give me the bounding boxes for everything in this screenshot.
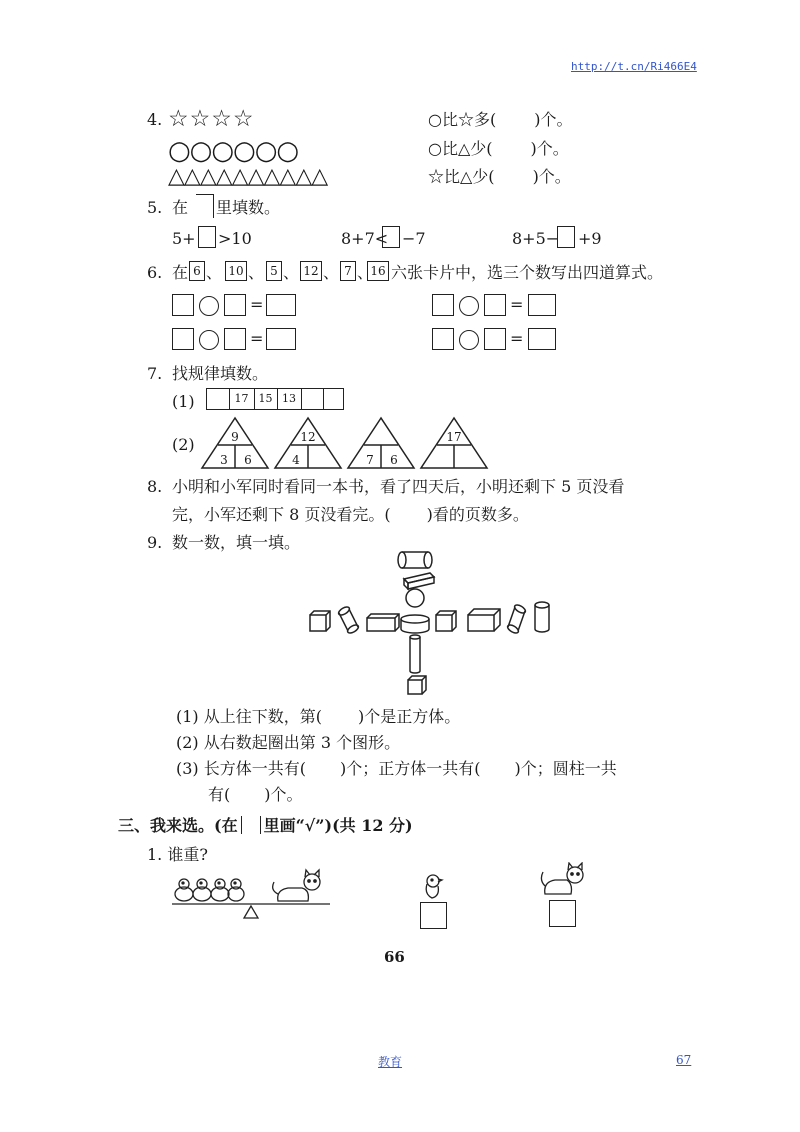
q9-sub-3-c: )个；圆柱一共 bbox=[514, 759, 617, 778]
solid-cylinder-center bbox=[401, 615, 429, 633]
solid-cube-bottom bbox=[408, 676, 426, 694]
chick-icon bbox=[418, 872, 452, 902]
q4-circles-row: ○○○○○○ bbox=[168, 136, 299, 166]
solid-cylinder-lying-top bbox=[398, 552, 432, 568]
solid-sphere bbox=[406, 589, 424, 607]
q4-statement-1 bbox=[428, 110, 572, 130]
balance-fulcrum bbox=[244, 906, 258, 918]
q9-sub-3-b: )个；正方体一共有( bbox=[340, 759, 481, 778]
q6-number: 6. bbox=[147, 263, 163, 282]
q9-sub-2: (2) 从右数起圈出第 3 个图形。 bbox=[176, 733, 401, 752]
q5-number: 5. bbox=[147, 198, 163, 217]
solid-cylinder-tilted-right bbox=[506, 603, 526, 634]
q7-seq-cell-3: 15 bbox=[254, 389, 278, 409]
tri1-top: 9 bbox=[231, 430, 239, 444]
q6-eq1-box-a[interactable] bbox=[172, 294, 194, 316]
q6-eq3-box-b[interactable] bbox=[484, 294, 506, 316]
cat-icon bbox=[273, 870, 320, 901]
q6-eq4-equals: = bbox=[510, 329, 524, 348]
q4-s2-text: ○比△少( bbox=[428, 139, 493, 158]
q6-sep-1: 、 bbox=[206, 263, 223, 282]
q6-sep-3: 、 bbox=[283, 263, 300, 282]
solid-cylinder-tall-bottom bbox=[410, 635, 420, 673]
q6-eq3-operator-circle[interactable] bbox=[459, 296, 479, 316]
q4-stars-row: ☆☆☆☆ bbox=[168, 106, 255, 132]
section-3-title-b: 里画“√”)(共 12 分) bbox=[263, 816, 413, 835]
q7-part1-label: (1) bbox=[172, 392, 195, 411]
q5-expr-3-b: +9 bbox=[578, 229, 602, 248]
q9-solids-figure bbox=[300, 545, 560, 700]
q6-eq2-box-a[interactable] bbox=[172, 328, 194, 350]
q7-seq-cell-6[interactable] bbox=[323, 389, 342, 409]
q7-number: 7. bbox=[147, 364, 163, 383]
q5-expr-2-b: −7 bbox=[402, 229, 426, 248]
q4-statement-2 bbox=[428, 139, 569, 159]
q6-eq1-equals: = bbox=[250, 295, 264, 314]
q6-eq4-box-a[interactable] bbox=[432, 328, 454, 350]
q6-eq2-operator-circle[interactable] bbox=[199, 330, 219, 350]
section-3-q1: 1. 谁重? bbox=[147, 845, 208, 864]
q4-triangles-row: △△△△△△△△△△ bbox=[168, 164, 328, 189]
q5-expr-2-box[interactable] bbox=[382, 226, 400, 248]
solid-cube-left bbox=[310, 611, 330, 631]
q6-prompt-a: 在 bbox=[172, 263, 189, 282]
tri1-left: 3 bbox=[220, 453, 228, 467]
q6-eq1-box-result[interactable] bbox=[266, 294, 296, 316]
solid-cuboid-flat bbox=[404, 573, 434, 589]
q6-eq3-box-result[interactable] bbox=[528, 294, 556, 316]
q6-card-5: 7 bbox=[340, 261, 356, 281]
q6-card-6: 16 bbox=[367, 261, 389, 281]
q9-number: 9. bbox=[147, 533, 163, 552]
chick-choice-box[interactable] bbox=[420, 902, 447, 929]
q5-expr-1-b: >10 bbox=[218, 229, 252, 248]
q6-eq4-box-result[interactable] bbox=[528, 328, 556, 350]
solid-cylinder-tilted-left bbox=[337, 605, 359, 634]
footer-page-number[interactable]: 67 bbox=[676, 1053, 692, 1067]
q4-s2-end: )个。 bbox=[530, 139, 569, 158]
q9-prompt: 数一数，填一填。 bbox=[172, 533, 301, 552]
q8-line-2-a: 完，小军还剩下 8 页没看完。( bbox=[172, 505, 391, 524]
q7-sequence-strip bbox=[206, 388, 344, 410]
q7-seq-cell-5[interactable] bbox=[301, 389, 324, 409]
q5-expr-1-box[interactable] bbox=[198, 226, 216, 248]
q7-seq-cell-2: 17 bbox=[229, 389, 255, 409]
q9-sub-1 bbox=[176, 707, 460, 727]
q6-eq1-box-b[interactable] bbox=[224, 294, 246, 316]
tri3-left: 7 bbox=[366, 453, 374, 467]
q6-card-4: 12 bbox=[300, 261, 322, 281]
q7-triangles-figure bbox=[200, 416, 490, 472]
q8-number: 8. bbox=[147, 477, 163, 496]
cat-choice-icon bbox=[539, 862, 587, 900]
solid-cylinder-standing-right bbox=[535, 602, 549, 632]
q9-sub-3-cont bbox=[208, 785, 303, 805]
footer-link-left[interactable]: 教育 bbox=[378, 1055, 403, 1069]
page-number: 66 bbox=[384, 948, 405, 966]
q6-eq1-operator-circle[interactable] bbox=[199, 296, 219, 316]
q5-prompt-b: 里填数。 bbox=[216, 198, 281, 217]
q8-line-2 bbox=[172, 505, 529, 525]
tri2-top: 12 bbox=[300, 430, 316, 444]
solid-cuboid-left bbox=[367, 614, 399, 631]
q7-prompt: 找规律填数。 bbox=[172, 364, 269, 383]
triangle-3 bbox=[348, 418, 414, 468]
q4-statement-3 bbox=[428, 167, 571, 187]
solid-cuboid-right bbox=[468, 609, 500, 631]
header-url[interactable]: http://t.cn/Ri466E4 bbox=[571, 60, 697, 73]
q5-expr-1-a: 5+ bbox=[172, 229, 196, 248]
section-3-title-a: 三、我来选。(在 bbox=[118, 816, 238, 835]
q6-eq2-box-b[interactable] bbox=[224, 328, 246, 350]
q5-expr-3-a: 8+5− bbox=[512, 229, 560, 248]
q9-sub-3-e: )个。 bbox=[264, 785, 303, 804]
q7-part2-label: (2) bbox=[172, 435, 195, 454]
q8-line-1: 小明和小军同时看同一本书，看了四天后，小明还剩下 5 页没看 bbox=[172, 477, 625, 496]
q6-eq2-equals: = bbox=[250, 329, 264, 348]
q5-expr-2-a: 8+7< bbox=[341, 229, 389, 248]
chick-icon-group bbox=[175, 879, 244, 901]
q6-card-1: 6 bbox=[189, 261, 205, 281]
q9-sub-3-a: (3) 长方体一共有( bbox=[176, 759, 306, 778]
q9-sub-3 bbox=[176, 759, 617, 779]
tri4-top: 17 bbox=[446, 430, 462, 444]
cat-choice-box[interactable] bbox=[549, 900, 576, 927]
section-3-title-box bbox=[241, 816, 261, 834]
q6-eq3-box-a[interactable] bbox=[432, 294, 454, 316]
tri3-right: 6 bbox=[390, 453, 398, 467]
q6-sep-2: 、 bbox=[248, 263, 265, 282]
q4-number: 4. bbox=[147, 110, 163, 129]
q6-card-2: 10 bbox=[225, 261, 247, 281]
solid-cube-center-right bbox=[436, 611, 456, 631]
q4-s1-text: ○比☆多( bbox=[428, 110, 497, 129]
q7-seq-cell-4: 13 bbox=[277, 389, 302, 409]
q6-eq2-box-result[interactable] bbox=[266, 328, 296, 350]
section-3-title bbox=[118, 816, 413, 836]
q6-sep-5: 、 bbox=[357, 263, 374, 282]
q5-prompt-a: 在 bbox=[172, 198, 189, 217]
q6-sep-4: 、 bbox=[323, 263, 340, 282]
q4-s1-end: )个。 bbox=[534, 110, 573, 129]
balance-scale-figure bbox=[170, 868, 332, 922]
q6-prompt-b: 六张卡片中，选三个数写出四道算式。 bbox=[391, 263, 664, 282]
q6-eq4-box-b[interactable] bbox=[484, 328, 506, 350]
q8-line-2-b: )看的页数多。 bbox=[426, 505, 529, 524]
tri2-left: 4 bbox=[292, 453, 300, 467]
q9-sub-3-d: 有( bbox=[208, 785, 231, 804]
q6-card-3: 5 bbox=[266, 261, 282, 281]
q9-sub-1-a: (1) 从上往下数，第( bbox=[176, 707, 322, 726]
q6-eq4-operator-circle[interactable] bbox=[459, 330, 479, 350]
q6-eq3-equals: = bbox=[510, 295, 524, 314]
q9-sub-1-b: )个是正方体。 bbox=[358, 707, 461, 726]
tri1-right: 6 bbox=[244, 453, 252, 467]
q4-s3-end: )个。 bbox=[532, 167, 571, 186]
q4-s3-text: ☆比△少( bbox=[428, 167, 495, 186]
q7-seq-cell-1[interactable] bbox=[207, 389, 230, 409]
q5-expr-3-box[interactable] bbox=[557, 226, 575, 248]
q5-prompt-box bbox=[196, 194, 214, 218]
